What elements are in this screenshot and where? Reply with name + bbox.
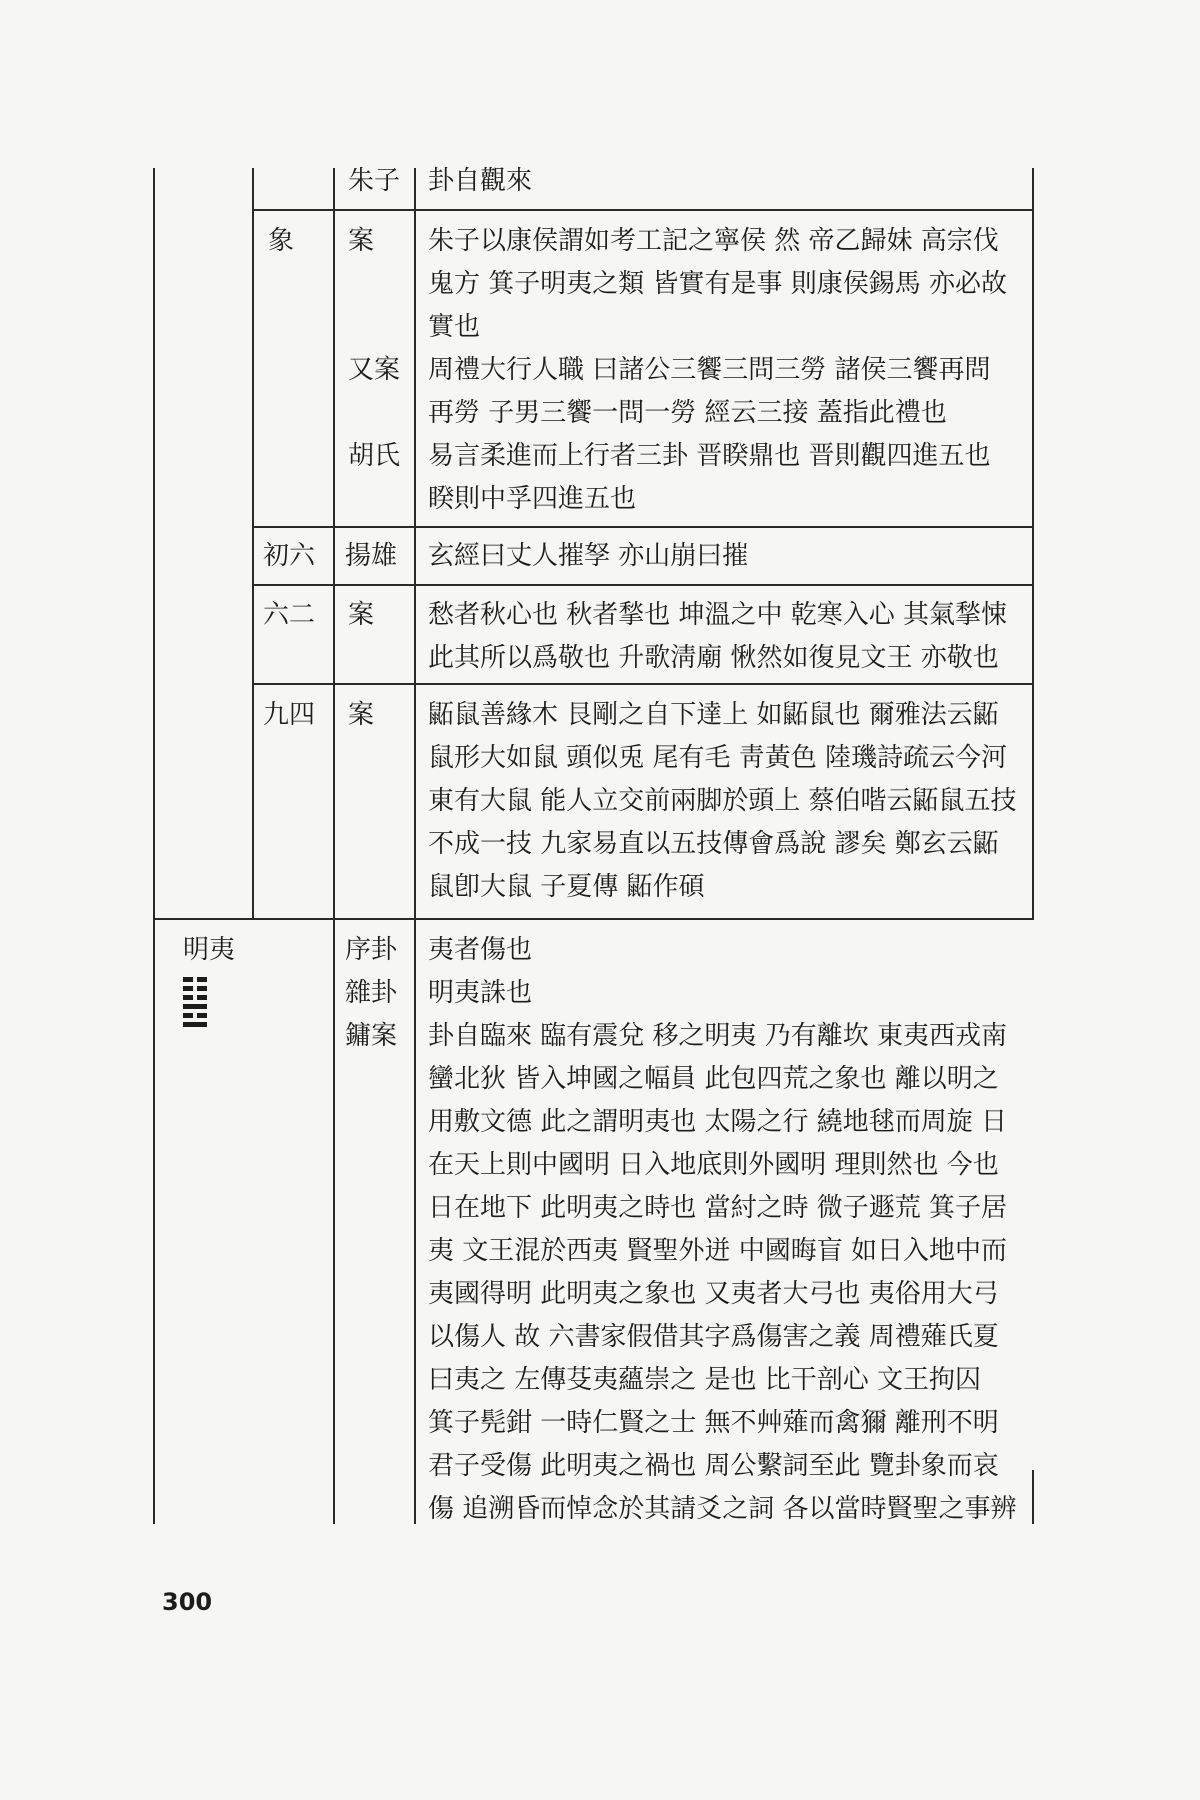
text-line: 曰夷之 左傳芟夷蘊崇之 是也 比干剖心 文王拘囚 bbox=[428, 1365, 982, 1395]
commentary-text bbox=[428, 220, 1007, 349]
line-label-jiusi: 九四 bbox=[263, 700, 316, 730]
text-line: 周禮大行人職 曰諸公三饗三問三勞 諸侯三饗再問 bbox=[428, 355, 991, 385]
source-label: 雜卦 bbox=[345, 978, 398, 1008]
table-border-right-lower bbox=[1032, 1470, 1034, 1524]
text-line: 夷 文王混於西夷 賢聖外迸 中國晦盲 如日入地中而 bbox=[428, 1236, 1008, 1266]
commentary-text bbox=[428, 349, 991, 435]
row-divider-3 bbox=[252, 584, 1034, 586]
table-border-left bbox=[153, 168, 155, 1524]
row-divider-4 bbox=[252, 683, 1034, 685]
table-border-right bbox=[1032, 168, 1034, 920]
page-number: 300 bbox=[162, 1588, 213, 1616]
source-label: 胡氏 bbox=[348, 441, 401, 471]
section-label-xiang: 象 bbox=[268, 226, 295, 256]
text-line: 夷者傷也 bbox=[428, 935, 533, 965]
commentary-text bbox=[428, 929, 532, 972]
source-label: 鏞案 bbox=[345, 1021, 398, 1051]
text-line: 在天上則中國明 日入地底則外國明 理則然也 今也 bbox=[428, 1150, 999, 1180]
column-divider-3 bbox=[414, 168, 416, 1524]
commentary-text bbox=[428, 160, 532, 203]
row-divider-5 bbox=[153, 918, 1034, 920]
commentary-text bbox=[428, 1015, 1017, 1531]
source-label: 朱子 bbox=[348, 166, 401, 196]
text-line: 箕子髡鉗 一時仁賢之士 無不艸薙而禽獮 離刑不明 bbox=[428, 1408, 999, 1438]
line-label-liuer: 六二 bbox=[263, 600, 316, 630]
source-label: 案 bbox=[348, 226, 375, 256]
text-line: 日在地下 此明夷之時也 當紂之時 微子遯荒 箕子居 bbox=[428, 1193, 1008, 1223]
text-line: 鼠形大如鼠 頭似兎 尾有毛 靑黃色 陸璣詩疏云今河 bbox=[428, 743, 1008, 773]
column-divider-2 bbox=[333, 168, 335, 1524]
commentary-text bbox=[428, 972, 532, 1015]
text-line: 卦自臨來 臨有震兌 移之明夷 乃有離坎 東夷西戎南 bbox=[428, 1021, 1008, 1051]
text-line: 傷 追溯昏而悼念於其請爻之詞 各以當時賢聖之事辨 bbox=[428, 1494, 1017, 1524]
text-line: 卦自觀來 bbox=[428, 166, 533, 196]
source-label: 序卦 bbox=[345, 935, 398, 965]
text-line: 玄經曰丈人摧孥 亦山崩曰摧 bbox=[428, 541, 749, 571]
text-line: 東有大鼠 能人立交前兩脚於頭上 蔡伯喈云鼫鼠五技 bbox=[428, 786, 1017, 816]
text-line: 再勞 子男三饗一問一勞 經云三接 蓋指此禮也 bbox=[428, 398, 947, 428]
text-line: 此其所以爲敬也 升歌淸廟 愀然如復見文王 亦敬也 bbox=[428, 643, 999, 673]
text-line: 鬼方 箕子明夷之類 皆實有是事 則康侯錫馬 亦必故 bbox=[428, 269, 1008, 299]
text-line: 易言柔進而上行者三卦 晋睽鼎也 晋則觀四進五也 bbox=[428, 441, 991, 471]
source-label: 案 bbox=[348, 700, 375, 730]
row-divider-1 bbox=[252, 209, 1034, 211]
text-line: 實也 bbox=[428, 312, 481, 342]
row-divider-2 bbox=[252, 526, 1034, 528]
text-line: 愁者秋心也 秋者揫也 坤溫之中 乾寒入心 其氣揫悚 bbox=[428, 600, 1008, 630]
text-line: 鼫鼠善緣木 艮剛之自下達上 如鼫鼠也 爾雅法云鼫 bbox=[428, 700, 999, 730]
source-label: 案 bbox=[348, 600, 375, 630]
ming-yi-hexagram-icon bbox=[183, 977, 207, 1031]
text-line: 君子受傷 此明夷之禍也 周公繫詞至此 覽卦象而哀 bbox=[428, 1451, 999, 1481]
source-label: 揚雄 bbox=[345, 541, 398, 571]
commentary-text bbox=[428, 594, 1007, 680]
text-line: 睽則中孚四進五也 bbox=[428, 484, 637, 514]
hexagram-name: 明夷 bbox=[183, 935, 236, 965]
text-line: 不成一技 九家易直以五技傳會爲說 謬矣 鄭玄云鼫 bbox=[428, 829, 999, 859]
source-label: 又案 bbox=[348, 355, 401, 385]
commentary-text bbox=[428, 435, 991, 521]
text-line: 鼠卽大鼠 子夏傳 鼫作碩 bbox=[428, 872, 705, 902]
text-line: 明夷誅也 bbox=[428, 978, 533, 1008]
text-line: 以傷人 故 六書家假借其字爲傷害之義 周禮薙氏夏 bbox=[428, 1322, 999, 1352]
text-line: 蠻北狄 皆入坤國之幅員 此包四荒之象也 離以明之 bbox=[428, 1064, 999, 1094]
text-line: 用敷文德 此之謂明夷也 太陽之行 繞地毬而周旋 日 bbox=[428, 1107, 1008, 1137]
line-label-chuliu: 初六 bbox=[263, 541, 316, 571]
text-line: 夷國得明 此明夷之象也 又夷者大弓也 夷俗用大弓 bbox=[428, 1279, 999, 1309]
commentary-text bbox=[428, 535, 748, 578]
column-divider-1 bbox=[252, 168, 254, 920]
commentary-text bbox=[428, 694, 1017, 909]
text-line: 朱子以康侯謂如考工記之寧侯 然 帝乙歸妹 高宗伐 bbox=[428, 226, 999, 256]
